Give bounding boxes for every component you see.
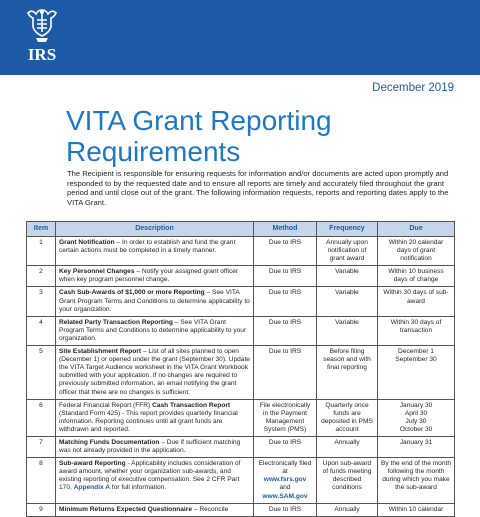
description-heading: Key Personnel Changes xyxy=(59,268,135,276)
item-due: Within 30 days of transaction xyxy=(378,316,455,345)
column-header-due: Due xyxy=(378,222,455,237)
item-due: Within 30 days of sub-award xyxy=(378,287,455,316)
logo-text: IRS xyxy=(27,45,57,64)
item-method xyxy=(254,458,317,503)
item-description xyxy=(56,436,254,457)
description-text: – In order to establish and fund the grant certain actions must be completed in a timely manner. xyxy=(59,239,236,255)
description-heading: Minimum Returns Expected Questionnaire xyxy=(59,505,192,513)
item-description xyxy=(56,316,254,345)
item-number: 9 xyxy=(27,503,56,516)
item-method: Due to IRS xyxy=(254,287,317,316)
item-method: Due to IRS xyxy=(254,346,317,400)
due-date: September 30 xyxy=(395,356,437,364)
item-frequency: Annually upon notification of grant award xyxy=(317,237,378,266)
item-due: Within 20 calendar days of grant notification xyxy=(378,237,455,266)
description-heading: Sub-award Reporting xyxy=(59,460,126,468)
item-description xyxy=(56,503,254,516)
table-header-row xyxy=(27,222,455,237)
description-text: – Due if sufficient matching was not already provided in the application. xyxy=(59,438,241,455)
fsrs-link[interactable]: www.fsrs.gov xyxy=(263,476,307,484)
item-due xyxy=(378,346,455,400)
item-number: 8 xyxy=(27,458,56,503)
item-number: 7 xyxy=(27,436,56,457)
appendix-a-link[interactable]: Appendix A xyxy=(73,484,111,492)
table-row xyxy=(27,266,455,287)
item-due: Within 10 calendar xyxy=(378,503,455,516)
irs-logo xyxy=(24,5,60,67)
item-method: Due to IRS xyxy=(254,266,317,287)
item-frequency: Annually xyxy=(317,436,378,457)
item-method: Due to IRS xyxy=(254,237,317,266)
sam-link[interactable]: www.SAM.gov xyxy=(262,492,308,500)
item-method: Due to IRS xyxy=(254,436,317,457)
item-method: Due to IRS xyxy=(254,503,317,516)
table-row xyxy=(27,458,455,503)
description-heading: Matching Funds Documentation xyxy=(59,438,160,446)
eagle-icon xyxy=(24,5,60,45)
item-number: 1 xyxy=(27,237,56,266)
title-line-2: Requirements xyxy=(66,136,241,167)
item-number: 4 xyxy=(27,316,56,345)
due-date: January 30 xyxy=(399,401,433,409)
method-text: Electronically filed at xyxy=(258,460,312,476)
item-description xyxy=(56,266,254,287)
column-header-item: Item xyxy=(27,222,56,237)
description-text: – List of all sites planned to open (December 1) or opened under the grant (September 30). Update the VITA Target Audience worksheet in the VITA Grant Workbook submitted with your application. If no changes are required to previously submitted information, an email notifying the grant officer that there are no changes is sufficient. xyxy=(59,348,250,396)
item-description xyxy=(56,346,254,400)
page-title xyxy=(66,105,446,167)
column-header-description: Description xyxy=(56,222,254,237)
description-text: – Notify your assigned grant officer when key program personnel change. xyxy=(59,268,239,284)
description-heading: Cash Sub-Awards of $1,000 or more Reporting xyxy=(59,289,205,297)
description-heading: Related Party Transaction Reporting xyxy=(59,318,173,326)
document-date: December 2019 xyxy=(372,82,454,94)
description-text: – See VITA Grant Program Terms and Conditions to determine applicability to your organization. xyxy=(59,289,250,313)
description-text: – Reconcile xyxy=(192,505,229,513)
reporting-requirements-table xyxy=(26,221,455,517)
item-due: Within 10 business days of change xyxy=(378,266,455,287)
column-header-method: Method xyxy=(254,222,317,237)
item-description xyxy=(56,458,254,503)
item-frequency: Upon sub-award of funds meeting described conditions xyxy=(317,458,378,503)
item-due: January 31 xyxy=(378,436,455,457)
item-due: By the end of the month following the month during which you make the sub-award xyxy=(378,458,455,503)
item-frequency: Variable xyxy=(317,316,378,345)
item-frequency: Annually xyxy=(317,503,378,516)
description-text: - Applicability includes consideration of award amount, whether your organization sub-awards, and existing reporting of executive compensation. See 2 CFR Part 170, xyxy=(59,460,241,492)
item-frequency: Quarterly once funds are deposited in PMS account xyxy=(317,399,378,436)
table-row xyxy=(27,436,455,457)
description-heading: Cash Transaction Report xyxy=(152,401,231,409)
item-frequency: Before filing season and with final reporting xyxy=(317,346,378,400)
method-connector: and xyxy=(279,484,291,492)
due-date: July 30 xyxy=(405,417,427,425)
description-heading: Grant Notification xyxy=(59,239,115,246)
description-tail: for full information. xyxy=(110,484,167,492)
description-prefix: Federal Financial Report (FFR) xyxy=(59,401,153,409)
item-number: 2 xyxy=(27,266,56,287)
table-row xyxy=(27,399,455,436)
table-row xyxy=(27,316,455,345)
table-row xyxy=(27,287,455,316)
item-method: Due to IRS xyxy=(254,316,317,345)
table-row xyxy=(27,346,455,400)
item-number: 5 xyxy=(27,346,56,400)
due-date: October 30 xyxy=(399,425,433,433)
item-description xyxy=(56,237,254,266)
due-date: April 30 xyxy=(404,409,428,417)
description-heading: Site Establishment Report xyxy=(59,348,142,356)
table-row xyxy=(27,503,455,516)
description-text: – See VITA Grant Program Terms and Conditions to determine applicability to your organization. xyxy=(59,318,247,342)
description-text: (Standard Form 425) - This report provides quarterly financial information. Reporting continues until all grant funds are withdrawn and reported. xyxy=(59,409,238,433)
item-frequency: Variable xyxy=(317,287,378,316)
item-due xyxy=(378,399,455,436)
item-description xyxy=(56,287,254,316)
item-number: 3 xyxy=(27,287,56,316)
item-frequency: Variable xyxy=(317,266,378,287)
due-date: December 1 xyxy=(398,348,434,356)
item-number: 6 xyxy=(27,399,56,436)
intro-paragraph: The Recipient is responsible for ensuring requests for information and/or documents are acted upon promptly and responded to by the requested date and to ensure all reports are timely and accurately filed throughout the grant period and until close out of the grant. The following information requests, reports and reporting dates apply to the VITA Grant. xyxy=(67,169,449,207)
header-banner xyxy=(0,0,480,75)
item-method: File electronically in the Payment Management System (PMS) xyxy=(254,399,317,436)
item-description xyxy=(56,399,254,436)
column-header-frequency: Frequency xyxy=(317,222,378,237)
title-line-1: VITA Grant Reporting xyxy=(66,105,332,136)
table-row xyxy=(27,237,455,266)
